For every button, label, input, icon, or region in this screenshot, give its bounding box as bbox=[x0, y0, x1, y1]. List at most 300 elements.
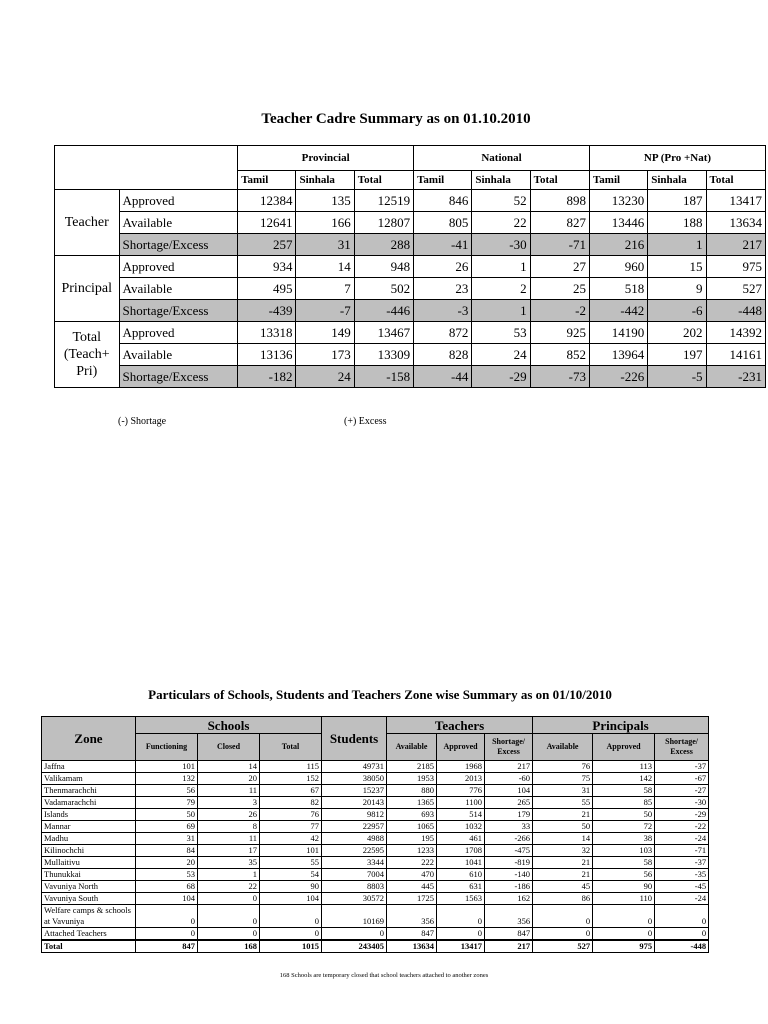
zone-value-cell: 217 bbox=[485, 761, 533, 773]
zone-value-cell: 32 bbox=[533, 845, 593, 857]
zone-value-cell: 0 bbox=[437, 905, 485, 928]
total-value-cell: 847 bbox=[136, 940, 198, 953]
cadre-subcol-header: Tamil bbox=[414, 171, 472, 190]
zone-value-cell: 0 bbox=[593, 928, 655, 941]
zone-value-cell: 2013 bbox=[437, 773, 485, 785]
zone-value-cell: -37 bbox=[655, 857, 709, 869]
zone-value-cell: 21 bbox=[533, 857, 593, 869]
footnote: 168 Schools are temporary closed that school teachers attached to another zones bbox=[279, 972, 489, 979]
zone-name-cell: Thunukkai bbox=[42, 869, 136, 881]
zone-subcol-header: Total bbox=[260, 734, 322, 761]
cadre-corner-cell bbox=[55, 146, 238, 190]
zone-value-cell: 0 bbox=[533, 928, 593, 941]
cadre-value-cell: 502 bbox=[354, 278, 413, 300]
zone-value-cell: 4988 bbox=[322, 833, 387, 845]
cadre-group-header: Provincial bbox=[238, 146, 414, 171]
zone-value-cell: 1708 bbox=[437, 845, 485, 857]
zone-value-cell: 53 bbox=[136, 869, 198, 881]
zone-value-cell: 470 bbox=[387, 869, 437, 881]
zone-value-cell: 38050 bbox=[322, 773, 387, 785]
zone-value-cell: 9812 bbox=[322, 809, 387, 821]
zone-value-cell: 45 bbox=[533, 881, 593, 893]
cadre-value-cell: 173 bbox=[296, 344, 354, 366]
zone-value-cell: 445 bbox=[387, 881, 437, 893]
zone-value-cell: 50 bbox=[136, 809, 198, 821]
cadre-value-cell: 12519 bbox=[354, 190, 413, 212]
cadre-row-label: Shortage/Excess bbox=[119, 234, 238, 256]
cadre-group-header: National bbox=[414, 146, 590, 171]
cadre-value-cell: 2 bbox=[472, 278, 530, 300]
zone-value-cell: 1041 bbox=[437, 857, 485, 869]
zone-value-cell: 56 bbox=[136, 785, 198, 797]
zone-value-cell: 847 bbox=[485, 928, 533, 941]
zone-subcol-header: Approved bbox=[437, 734, 485, 761]
zone-value-cell: -475 bbox=[485, 845, 533, 857]
table-row bbox=[42, 785, 709, 797]
cadre-value-cell: -439 bbox=[238, 300, 296, 322]
zone-value-cell: 14 bbox=[198, 761, 260, 773]
cadre-subcol-header: Tamil bbox=[589, 171, 647, 190]
cadre-row-label: Approved bbox=[119, 256, 238, 278]
zone-summary-title: Particulars of Schools, Students and Teachers Zone wise Summary as on 01/10/2010 bbox=[148, 687, 612, 702]
zone-value-cell: 0 bbox=[136, 905, 198, 928]
table-row bbox=[55, 212, 766, 234]
zone-value-cell: 8803 bbox=[322, 881, 387, 893]
zone-subcol-header: Shortage/ Excess bbox=[655, 734, 709, 761]
zone-value-cell: 22 bbox=[198, 881, 260, 893]
legend-shortage: (-) Shortage bbox=[118, 416, 167, 427]
cadre-value-cell: 1 bbox=[472, 256, 530, 278]
zone-value-cell: 880 bbox=[387, 785, 437, 797]
zone-summary-table bbox=[41, 716, 709, 953]
zone-value-cell: 1968 bbox=[437, 761, 485, 773]
zone-value-cell: -266 bbox=[485, 833, 533, 845]
zone-value-cell: 10169 bbox=[322, 905, 387, 928]
zone-value-cell: -27 bbox=[655, 785, 709, 797]
total-value-cell: -448 bbox=[655, 940, 709, 953]
zone-value-cell: 50 bbox=[533, 821, 593, 833]
zone-value-cell: 0 bbox=[260, 905, 322, 928]
zone-value-cell: 1563 bbox=[437, 893, 485, 905]
cadre-value-cell: 166 bbox=[296, 212, 354, 234]
zone-value-cell: 26 bbox=[198, 809, 260, 821]
teachers-header: Teachers bbox=[387, 717, 533, 734]
zone-value-cell: 356 bbox=[387, 905, 437, 928]
zone-value-cell: 11 bbox=[198, 833, 260, 845]
zone-value-cell: 1725 bbox=[387, 893, 437, 905]
zone-header-row bbox=[42, 717, 709, 734]
zone-value-cell: 1065 bbox=[387, 821, 437, 833]
zone-name-cell: Thenmarachchi bbox=[42, 785, 136, 797]
zone-value-cell: 22957 bbox=[322, 821, 387, 833]
cadre-value-cell: 925 bbox=[530, 322, 589, 344]
zone-value-cell: 69 bbox=[136, 821, 198, 833]
zone-value-cell: 1 bbox=[198, 869, 260, 881]
zone-value-cell: 21 bbox=[533, 809, 593, 821]
zone-name-cell: Mullaitivu bbox=[42, 857, 136, 869]
cadre-value-cell: 216 bbox=[589, 234, 647, 256]
zone-value-cell: 0 bbox=[198, 928, 260, 941]
cadre-value-cell: 13417 bbox=[706, 190, 765, 212]
cadre-value-cell: -30 bbox=[472, 234, 530, 256]
zone-value-cell: -71 bbox=[655, 845, 709, 857]
table-row bbox=[42, 857, 709, 869]
zone-value-cell: 76 bbox=[533, 761, 593, 773]
cadre-value-cell: 27 bbox=[530, 256, 589, 278]
total-value-cell: 243405 bbox=[322, 940, 387, 953]
table-row bbox=[42, 773, 709, 785]
cadre-subcol-header: Sinhala bbox=[296, 171, 354, 190]
zone-value-cell: 68 bbox=[136, 881, 198, 893]
cadre-subcol-header: Total bbox=[354, 171, 413, 190]
cadre-value-cell: 187 bbox=[648, 190, 706, 212]
table-row bbox=[55, 234, 766, 256]
zone-value-cell: 101 bbox=[136, 761, 198, 773]
cadre-row-label: Approved bbox=[119, 322, 238, 344]
principals-header: Principals bbox=[533, 717, 709, 734]
cadre-value-cell: 13318 bbox=[238, 322, 296, 344]
zone-value-cell: 104 bbox=[260, 893, 322, 905]
cadre-value-cell: 22 bbox=[472, 212, 530, 234]
zone-value-cell: 103 bbox=[593, 845, 655, 857]
cadre-value-cell: 13634 bbox=[706, 212, 765, 234]
zone-subcol-header: Approved bbox=[593, 734, 655, 761]
zone-value-cell: 0 bbox=[593, 905, 655, 928]
zone-value-cell: 104 bbox=[136, 893, 198, 905]
cadre-subcol-header: Sinhala bbox=[472, 171, 530, 190]
cadre-value-cell: -442 bbox=[589, 300, 647, 322]
total-value-cell: 527 bbox=[533, 940, 593, 953]
zone-value-cell: 514 bbox=[437, 809, 485, 821]
cadre-value-cell: 24 bbox=[472, 344, 530, 366]
zone-value-cell: -22 bbox=[655, 821, 709, 833]
table-row bbox=[42, 797, 709, 809]
zone-value-cell: 79 bbox=[136, 797, 198, 809]
zone-value-cell: 2185 bbox=[387, 761, 437, 773]
zone-value-cell: 110 bbox=[593, 893, 655, 905]
zone-subcol-header: Functioning bbox=[136, 734, 198, 761]
zone-subcol-header: Shortage/ Excess bbox=[485, 734, 533, 761]
cadre-value-cell: 188 bbox=[648, 212, 706, 234]
cadre-row-label: Available bbox=[119, 344, 238, 366]
zone-value-cell: 461 bbox=[437, 833, 485, 845]
zone-value-cell: -37 bbox=[655, 761, 709, 773]
zone-value-cell: 30572 bbox=[322, 893, 387, 905]
cadre-row-label: Shortage/Excess bbox=[119, 300, 238, 322]
zone-value-cell: 15237 bbox=[322, 785, 387, 797]
zone-subcol-header: Closed bbox=[198, 734, 260, 761]
zone-value-cell: 847 bbox=[387, 928, 437, 941]
table-row bbox=[42, 881, 709, 893]
cadre-value-cell: 14392 bbox=[706, 322, 765, 344]
zone-value-cell: 49731 bbox=[322, 761, 387, 773]
cadre-group-header: NP (Pro +Nat) bbox=[589, 146, 765, 171]
table-row bbox=[55, 278, 766, 300]
zone-value-cell: 0 bbox=[655, 928, 709, 941]
cadre-value-cell: 495 bbox=[238, 278, 296, 300]
zone-name-cell: Welfare camps & schools at Vavuniya bbox=[42, 905, 136, 928]
zone-value-cell: 31 bbox=[533, 785, 593, 797]
cadre-value-cell: 14 bbox=[296, 256, 354, 278]
cadre-value-cell: 898 bbox=[530, 190, 589, 212]
zone-value-cell: 20 bbox=[198, 773, 260, 785]
zone-value-cell: 0 bbox=[437, 928, 485, 941]
zone-value-cell: 631 bbox=[437, 881, 485, 893]
zone-value-cell: 21 bbox=[533, 869, 593, 881]
cadre-value-cell: 828 bbox=[414, 344, 472, 366]
zone-value-cell: 0 bbox=[198, 893, 260, 905]
cadre-section-label: Total (Teach+ Pri) bbox=[55, 322, 120, 388]
zone-value-cell: 179 bbox=[485, 809, 533, 821]
zone-value-cell: 31 bbox=[136, 833, 198, 845]
zone-value-cell: 1365 bbox=[387, 797, 437, 809]
cadre-value-cell: -446 bbox=[354, 300, 413, 322]
cadre-value-cell: 25 bbox=[530, 278, 589, 300]
cadre-value-cell: 202 bbox=[648, 322, 706, 344]
cadre-value-cell: -73 bbox=[530, 366, 589, 388]
cadre-value-cell: 1 bbox=[472, 300, 530, 322]
zone-value-cell: 356 bbox=[485, 905, 533, 928]
zone-name-cell: Jaffna bbox=[42, 761, 136, 773]
cadre-value-cell: 13964 bbox=[589, 344, 647, 366]
cadre-value-cell: 15 bbox=[648, 256, 706, 278]
cadre-value-cell: 805 bbox=[414, 212, 472, 234]
zone-value-cell: -24 bbox=[655, 893, 709, 905]
cadre-subcol-header: Sinhala bbox=[648, 171, 706, 190]
zone-value-cell: 58 bbox=[593, 785, 655, 797]
cadre-value-cell: 846 bbox=[414, 190, 472, 212]
cadre-subcol-header: Tamil bbox=[238, 171, 296, 190]
zone-value-cell: 152 bbox=[260, 773, 322, 785]
zone-value-cell: 0 bbox=[655, 905, 709, 928]
total-value-cell: 1015 bbox=[260, 940, 322, 953]
zone-value-cell: 86 bbox=[533, 893, 593, 905]
cadre-row-label: Approved bbox=[119, 190, 238, 212]
table-row bbox=[55, 344, 766, 366]
zone-value-cell: 8 bbox=[198, 821, 260, 833]
cadre-value-cell: 9 bbox=[648, 278, 706, 300]
cadre-value-cell: 7 bbox=[296, 278, 354, 300]
zone-name-cell: Vavuniya South bbox=[42, 893, 136, 905]
zone-value-cell: 76 bbox=[260, 809, 322, 821]
table-row bbox=[42, 893, 709, 905]
zone-value-cell: 85 bbox=[593, 797, 655, 809]
cadre-value-cell: 23 bbox=[414, 278, 472, 300]
cadre-value-cell: -7 bbox=[296, 300, 354, 322]
zone-value-cell: 90 bbox=[593, 881, 655, 893]
cadre-value-cell: 13467 bbox=[354, 322, 413, 344]
zone-value-cell: 72 bbox=[593, 821, 655, 833]
zone-value-cell: -819 bbox=[485, 857, 533, 869]
zone-value-cell: 1953 bbox=[387, 773, 437, 785]
zone-value-cell: 195 bbox=[387, 833, 437, 845]
cadre-value-cell: -6 bbox=[648, 300, 706, 322]
cadre-subcol-header: Total bbox=[706, 171, 765, 190]
zone-value-cell: 75 bbox=[533, 773, 593, 785]
zone-value-cell: 84 bbox=[136, 845, 198, 857]
zone-value-cell: 132 bbox=[136, 773, 198, 785]
zone-value-cell: 3344 bbox=[322, 857, 387, 869]
cadre-value-cell: -5 bbox=[648, 366, 706, 388]
zone-value-cell: 101 bbox=[260, 845, 322, 857]
total-value-cell: 168 bbox=[198, 940, 260, 953]
zone-value-cell: -29 bbox=[655, 809, 709, 821]
zone-value-cell: 55 bbox=[533, 797, 593, 809]
cadre-value-cell: 53 bbox=[472, 322, 530, 344]
zone-value-cell: 104 bbox=[485, 785, 533, 797]
zone-name-cell: Vavuniya North bbox=[42, 881, 136, 893]
zone-value-cell: 776 bbox=[437, 785, 485, 797]
table-row bbox=[42, 928, 709, 941]
cadre-value-cell: 13136 bbox=[238, 344, 296, 366]
zone-value-cell: -186 bbox=[485, 881, 533, 893]
cadre-value-cell: 149 bbox=[296, 322, 354, 344]
table-row bbox=[55, 256, 766, 278]
zone-value-cell: 42 bbox=[260, 833, 322, 845]
cadre-value-cell: 14190 bbox=[589, 322, 647, 344]
table-row bbox=[55, 366, 766, 388]
zone-value-cell: -24 bbox=[655, 833, 709, 845]
total-row bbox=[42, 940, 709, 953]
zone-value-cell: 54 bbox=[260, 869, 322, 881]
zone-value-cell: -30 bbox=[655, 797, 709, 809]
legend-excess: (+) Excess bbox=[344, 416, 387, 427]
cadre-value-cell: 197 bbox=[648, 344, 706, 366]
zone-value-cell: 0 bbox=[533, 905, 593, 928]
cadre-value-cell: -226 bbox=[589, 366, 647, 388]
zone-value-cell: 33 bbox=[485, 821, 533, 833]
teacher-cadre-table bbox=[54, 145, 766, 388]
zone-value-cell: -140 bbox=[485, 869, 533, 881]
zone-value-cell: 35 bbox=[198, 857, 260, 869]
zone-value-cell: 38 bbox=[593, 833, 655, 845]
zone-value-cell: 1100 bbox=[437, 797, 485, 809]
zone-subcol-header: Available bbox=[533, 734, 593, 761]
zone-subcol-header: Available bbox=[387, 734, 437, 761]
zone-value-cell: -35 bbox=[655, 869, 709, 881]
cadre-value-cell: 518 bbox=[589, 278, 647, 300]
cadre-value-cell: 852 bbox=[530, 344, 589, 366]
zone-value-cell: 77 bbox=[260, 821, 322, 833]
table-row bbox=[42, 905, 709, 928]
zone-name-cell: Attached Teachers bbox=[42, 928, 136, 941]
zone-header: Zone bbox=[42, 717, 136, 761]
zone-name-cell: Islands bbox=[42, 809, 136, 821]
cadre-value-cell: -44 bbox=[414, 366, 472, 388]
table-row bbox=[42, 821, 709, 833]
cadre-value-cell: -3 bbox=[414, 300, 472, 322]
cadre-value-cell: 13230 bbox=[589, 190, 647, 212]
total-value-cell: 13634 bbox=[387, 940, 437, 953]
cadre-value-cell: 52 bbox=[472, 190, 530, 212]
cadre-section-label: Principal bbox=[55, 256, 120, 322]
zone-value-cell: 222 bbox=[387, 857, 437, 869]
cadre-value-cell: 527 bbox=[706, 278, 765, 300]
zone-value-cell: 20 bbox=[136, 857, 198, 869]
zone-value-cell: 1032 bbox=[437, 821, 485, 833]
zone-value-cell: 3 bbox=[198, 797, 260, 809]
table-row bbox=[42, 809, 709, 821]
cadre-value-cell: -182 bbox=[238, 366, 296, 388]
cadre-value-cell: 13309 bbox=[354, 344, 413, 366]
cadre-value-cell: 12384 bbox=[238, 190, 296, 212]
zone-value-cell: 610 bbox=[437, 869, 485, 881]
zone-value-cell: 56 bbox=[593, 869, 655, 881]
cadre-header-row bbox=[55, 146, 766, 171]
cadre-value-cell: 934 bbox=[238, 256, 296, 278]
cadre-value-cell: -448 bbox=[706, 300, 765, 322]
zone-value-cell: 55 bbox=[260, 857, 322, 869]
zone-value-cell: 17 bbox=[198, 845, 260, 857]
cadre-value-cell: 1 bbox=[648, 234, 706, 256]
zone-value-cell: 50 bbox=[593, 809, 655, 821]
cadre-value-cell: 257 bbox=[238, 234, 296, 256]
cadre-value-cell: 12807 bbox=[354, 212, 413, 234]
zone-name-cell: Madhu bbox=[42, 833, 136, 845]
cadre-value-cell: -2 bbox=[530, 300, 589, 322]
table-row bbox=[42, 845, 709, 857]
cadre-subcol-header: Total bbox=[530, 171, 589, 190]
total-value-cell: 13417 bbox=[437, 940, 485, 953]
schools-header: Schools bbox=[136, 717, 322, 734]
zone-value-cell: 162 bbox=[485, 893, 533, 905]
zone-value-cell: 14 bbox=[533, 833, 593, 845]
zone-value-cell: 20143 bbox=[322, 797, 387, 809]
zone-name-cell: Mannar bbox=[42, 821, 136, 833]
zone-value-cell: -67 bbox=[655, 773, 709, 785]
cadre-value-cell: -231 bbox=[706, 366, 765, 388]
zone-value-cell: 0 bbox=[322, 928, 387, 941]
zone-value-cell: 113 bbox=[593, 761, 655, 773]
zone-value-cell: 0 bbox=[198, 905, 260, 928]
cadre-value-cell: -41 bbox=[414, 234, 472, 256]
table-row bbox=[42, 761, 709, 773]
table-row bbox=[55, 190, 766, 212]
cadre-value-cell: 872 bbox=[414, 322, 472, 344]
zone-value-cell: 1233 bbox=[387, 845, 437, 857]
zone-value-cell: 22595 bbox=[322, 845, 387, 857]
table-row bbox=[55, 322, 766, 344]
cadre-row-label: Available bbox=[119, 212, 238, 234]
table-row bbox=[42, 833, 709, 845]
table-row bbox=[55, 300, 766, 322]
zone-value-cell: 11 bbox=[198, 785, 260, 797]
zone-value-cell: 142 bbox=[593, 773, 655, 785]
cadre-value-cell: 217 bbox=[706, 234, 765, 256]
cadre-value-cell: -29 bbox=[472, 366, 530, 388]
cadre-value-cell: 288 bbox=[354, 234, 413, 256]
zone-value-cell: -60 bbox=[485, 773, 533, 785]
cadre-value-cell: -158 bbox=[354, 366, 413, 388]
zone-value-cell: 82 bbox=[260, 797, 322, 809]
zone-value-cell: 115 bbox=[260, 761, 322, 773]
cadre-value-cell: 948 bbox=[354, 256, 413, 278]
zone-name-cell: Vadamarachchi bbox=[42, 797, 136, 809]
zone-value-cell: -45 bbox=[655, 881, 709, 893]
students-header: Students bbox=[322, 717, 387, 761]
zone-name-cell: Kilinochchi bbox=[42, 845, 136, 857]
cadre-value-cell: 13446 bbox=[589, 212, 647, 234]
zone-value-cell: 58 bbox=[593, 857, 655, 869]
cadre-value-cell: 975 bbox=[706, 256, 765, 278]
total-value-cell: 975 bbox=[593, 940, 655, 953]
zone-value-cell: 67 bbox=[260, 785, 322, 797]
cadre-title: Teacher Cadre Summary as on 01.10.2010 bbox=[261, 111, 531, 127]
zone-value-cell: 0 bbox=[136, 928, 198, 941]
cadre-value-cell: 12641 bbox=[238, 212, 296, 234]
cadre-value-cell: 26 bbox=[414, 256, 472, 278]
cadre-value-cell: 960 bbox=[589, 256, 647, 278]
